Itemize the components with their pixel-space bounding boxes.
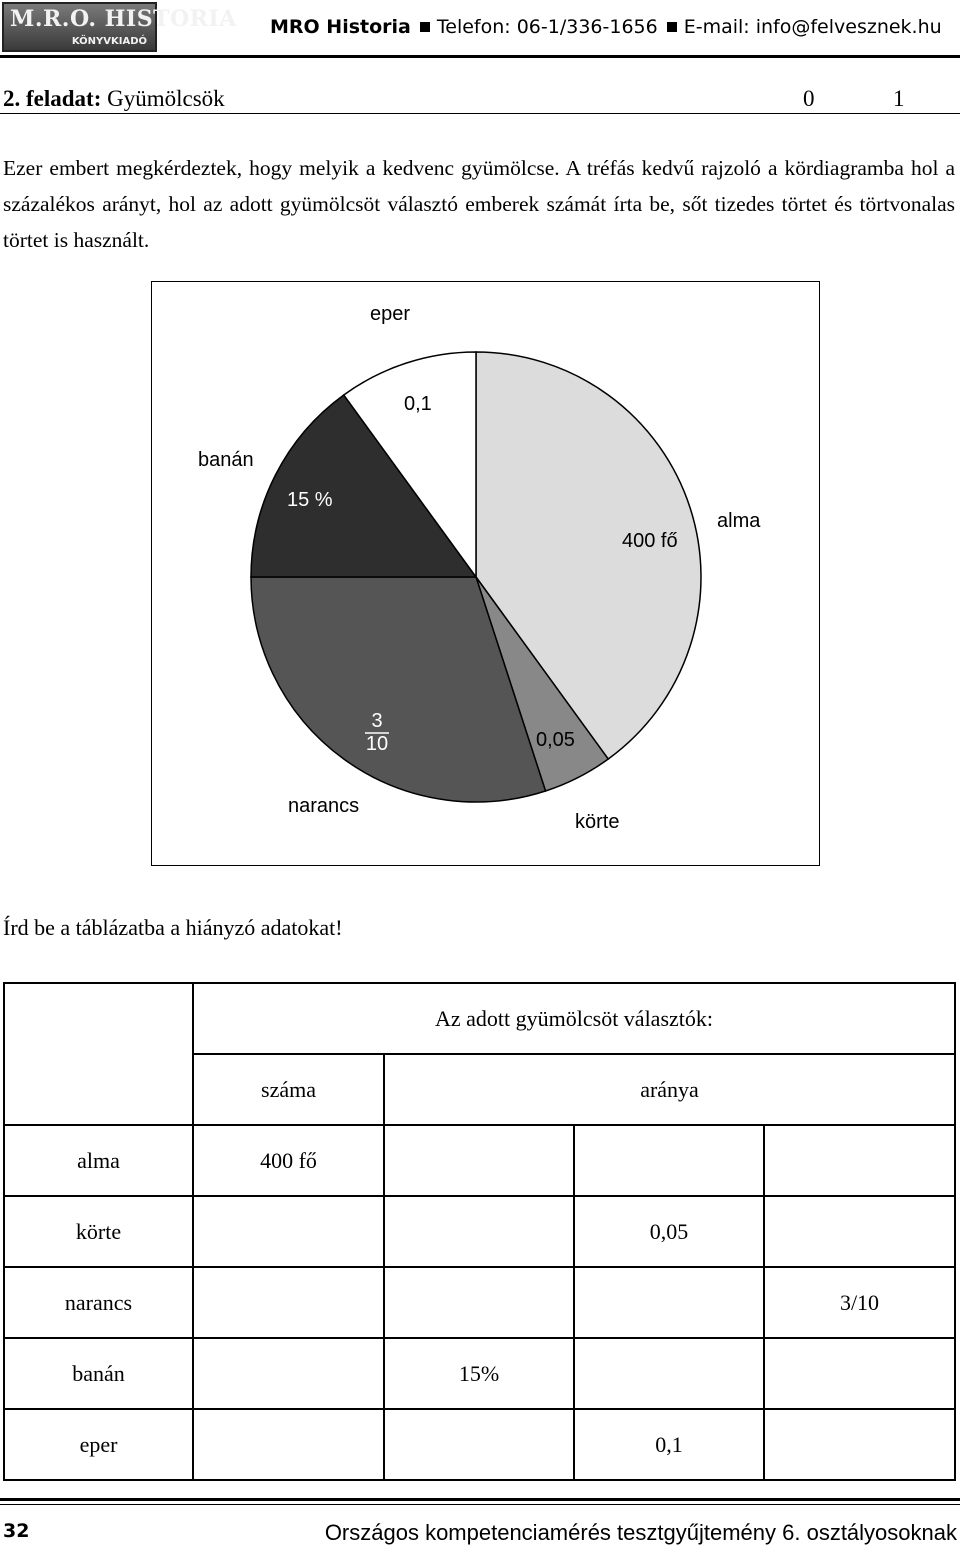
label-korte-name: körte xyxy=(575,811,620,833)
label-eper-name: eper xyxy=(370,303,411,325)
task-heading xyxy=(3,86,957,112)
label-narancs-numerator: 3 xyxy=(371,710,383,732)
answer-cell[interactable] xyxy=(764,1409,955,1480)
task-title: Gyümölcsök xyxy=(107,86,225,111)
instruction-text: Írd be a táblázatba a hiányzó adatokat! xyxy=(3,915,343,940)
email-text: E-mail: info@felvesznek.hu xyxy=(683,16,942,38)
answer-cell[interactable] xyxy=(193,1196,384,1267)
answer-cell[interactable]: 400 fő xyxy=(193,1125,384,1196)
answer-cell[interactable] xyxy=(764,1338,955,1409)
answer-cell[interactable] xyxy=(193,1267,384,1338)
footer-divider xyxy=(0,1498,960,1501)
footer-title: Országos kompetenciamérés tesztgyűjtemény 6. osztályosoknak xyxy=(324,1520,957,1545)
label-narancs-name: narancs xyxy=(288,795,360,817)
col-header-count: száma xyxy=(193,1054,384,1125)
col-header-ratio: aránya xyxy=(384,1054,955,1125)
answer-cell[interactable] xyxy=(574,1267,764,1338)
bullet-square-icon xyxy=(667,22,677,32)
score-zero: 0 xyxy=(803,86,815,111)
label-alma-name: alma xyxy=(717,510,761,532)
task-divider xyxy=(0,113,960,114)
bullet-square-icon xyxy=(420,22,430,32)
answer-cell[interactable] xyxy=(384,1267,574,1338)
row-label: körte xyxy=(4,1196,193,1267)
table-corner-cell xyxy=(4,983,193,1125)
score-one: 1 xyxy=(893,86,905,111)
publisher-logo xyxy=(2,2,237,52)
answer-cell[interactable] xyxy=(193,1338,384,1409)
label-korte-value: 0,05 xyxy=(536,729,575,751)
page-number: 32 xyxy=(3,1520,30,1542)
answer-cell[interactable] xyxy=(574,1125,764,1196)
answer-cell[interactable] xyxy=(384,1196,574,1267)
table-row xyxy=(4,1125,955,1196)
answer-cell[interactable] xyxy=(574,1338,764,1409)
answer-cell[interactable]: 0,1 xyxy=(574,1409,764,1480)
answer-table xyxy=(3,982,956,1481)
table-row xyxy=(4,1196,955,1267)
table-group-header: Az adott gyümölcsöt választók: xyxy=(193,983,955,1054)
footer-divider-thin xyxy=(0,1504,960,1505)
pie-chart xyxy=(151,281,820,866)
answer-cell[interactable] xyxy=(384,1409,574,1480)
row-label: eper xyxy=(4,1409,193,1480)
answer-cell[interactable] xyxy=(193,1409,384,1480)
answer-cell[interactable]: 3/10 xyxy=(764,1267,955,1338)
table-row xyxy=(4,1338,955,1409)
label-banan-name: banán xyxy=(198,449,254,471)
logo-sub-text: KÖNYVKIADÓ xyxy=(71,36,147,47)
row-label: narancs xyxy=(4,1267,193,1338)
logo-main-text: M.R.O. HISTORIA xyxy=(10,6,237,32)
table-header-row xyxy=(4,983,955,1054)
header-divider xyxy=(0,55,960,58)
row-label: alma xyxy=(4,1125,193,1196)
label-banan-value: 15 % xyxy=(287,489,333,511)
task-number: 2. feladat: xyxy=(3,86,102,111)
answer-cell[interactable]: 0,05 xyxy=(574,1196,764,1267)
publisher-name: MRO Historia xyxy=(270,16,411,38)
answer-cell[interactable]: 15% xyxy=(384,1338,574,1409)
phone-text: Telefon: 06-1/336-1656 xyxy=(436,16,658,38)
row-label: banán xyxy=(4,1338,193,1409)
label-eper-value: 0,1 xyxy=(404,393,432,415)
answer-cell[interactable] xyxy=(764,1196,955,1267)
answer-cell[interactable] xyxy=(384,1125,574,1196)
header-contact xyxy=(270,16,942,38)
label-alma-value: 400 fő xyxy=(622,530,678,552)
table-row xyxy=(4,1409,955,1480)
answer-cell[interactable] xyxy=(764,1125,955,1196)
label-narancs-denominator: 10 xyxy=(365,733,389,755)
task-description: Ezer embert megkérdeztek, hogy melyik a kedvenc gyümölcse. A tréfás kedvű rajzoló a kördiagramba hol a százalékos arányt, hol az adott gyümölcsöt választó emberek számát írta be, sőt tizedes törtet és törtvonalas törtet is használt. xyxy=(3,156,955,252)
table-row xyxy=(4,1267,955,1338)
